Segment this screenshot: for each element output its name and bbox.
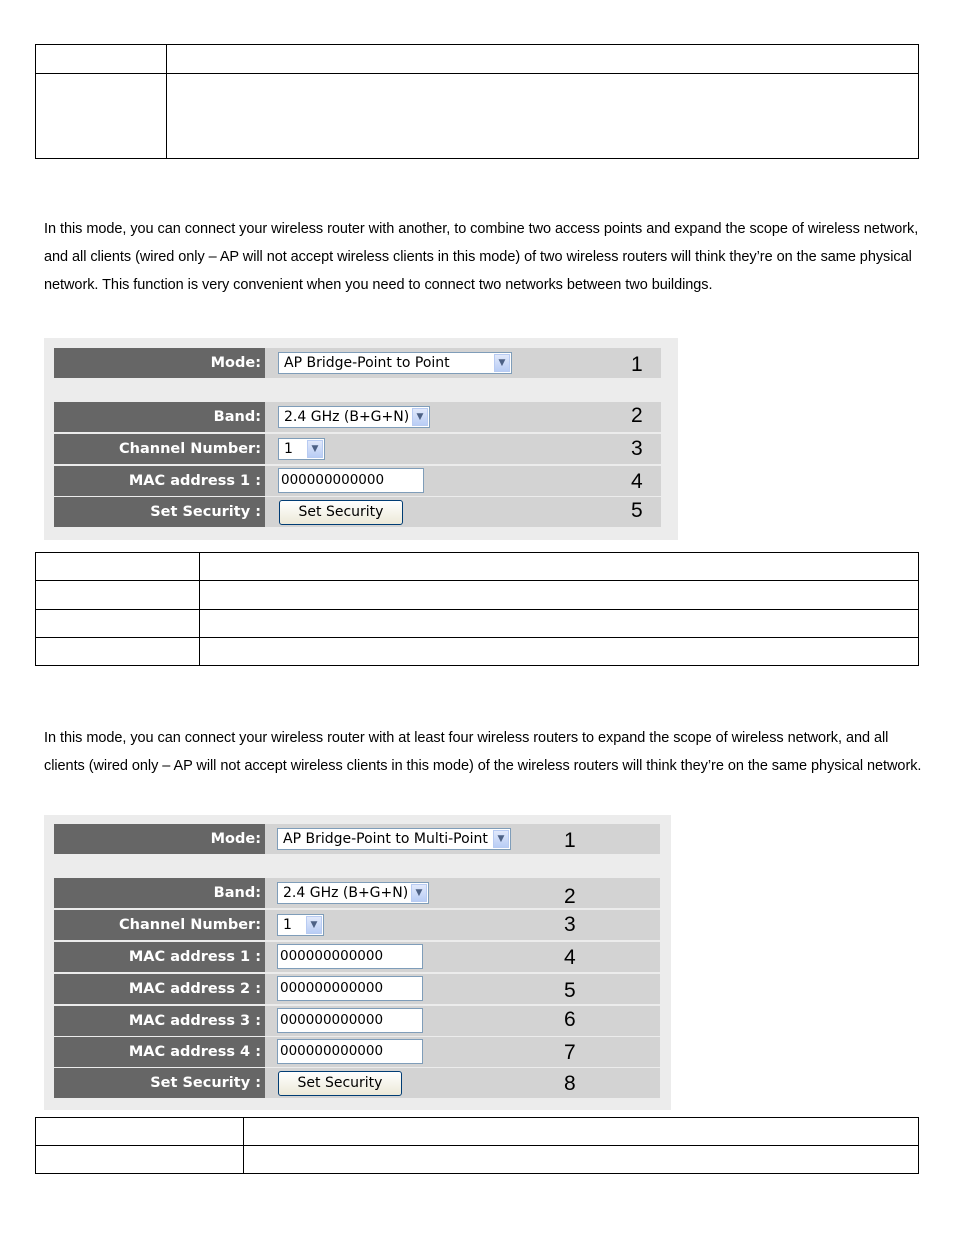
callout-number: 4 [631,470,643,493]
band-select[interactable]: 2.4 GHz (B+G+N) ▼ [278,406,430,428]
callout-number: 6 [564,1008,576,1031]
mac-address-2-input[interactable]: 000000000000 [277,976,423,1001]
section1-description: In this mode, you can connect your wireless router with another, to combine two access points and expand the scope of wireless network, and all clients (wired only – AP will not accept wireless clients in this mode) of two wireless routers will think they’re on the same physical network. This function is very convenient when you need to connect two networks between two buildings. [44,221,919,293]
mode-row [54,348,661,378]
band-row [54,878,660,908]
security-label: Set Security : [150,504,261,520]
callout-number: 3 [631,437,643,460]
chevron-down-icon[interactable]: ▼ [412,408,428,426]
band-label: Band: [213,885,261,901]
set-security-button[interactable]: Set Security [278,1071,402,1096]
security-row [54,1068,660,1098]
security-label: Set Security : [150,1075,261,1091]
chevron-down-icon[interactable]: ▼ [306,916,322,934]
mode-label: Mode: [210,831,261,847]
chevron-down-icon[interactable]: ▼ [493,830,509,848]
channel-select[interactable]: 1 ▼ [278,438,325,460]
mac1-label: MAC address 1 : [128,473,261,489]
channel-row [54,434,661,464]
mac3-row [54,1006,660,1036]
point-to-multipoint-settings-panel [44,815,671,1110]
mac2-row [54,974,660,1004]
callout-number: 2 [631,404,643,427]
mac4-row [54,1037,660,1067]
mode-select[interactable]: AP Bridge-Point to Point ▼ [278,352,512,374]
security-row [54,497,661,527]
mac-address-4-input[interactable]: 000000000000 [277,1039,423,1064]
callout-number: 1 [564,829,576,852]
callout-number: 8 [564,1072,576,1095]
band-label: Band: [213,409,261,425]
mode-row [54,824,660,854]
mac-address-1-input[interactable]: 000000000000 [278,468,424,493]
callout-number: 7 [564,1041,576,1064]
point-to-point-settings-panel [44,338,678,540]
callout-number: 1 [631,353,643,376]
channel-label: Channel Number: [119,441,261,457]
chevron-down-icon[interactable]: ▼ [494,354,510,372]
mode-label: Mode: [210,355,261,371]
channel-label: Channel Number: [119,917,261,933]
mac3-label: MAC address 3 : [128,1013,261,1029]
band-select[interactable]: 2.4 GHz (B+G+N) ▼ [277,882,429,904]
channel-row [54,910,660,940]
mode-select[interactable]: AP Bridge-Point to Multi-Point ▼ [277,828,511,850]
top-table [35,44,919,159]
band-row [54,402,661,432]
mac2-label: MAC address 2 : [128,981,261,997]
mac1-row [54,942,660,972]
callout-number: 4 [564,946,576,969]
set-security-button[interactable]: Set Security [279,500,403,525]
chevron-down-icon[interactable]: ▼ [307,440,323,458]
mac1-label: MAC address 1 : [128,949,261,965]
callout-number: 5 [564,979,576,1002]
mac4-label: MAC address 4 : [128,1044,261,1060]
mac-address-1-input[interactable]: 000000000000 [277,944,423,969]
mac1-row [54,466,661,496]
callout-number: 5 [631,499,643,522]
section1-table [35,552,919,666]
callout-number: 3 [564,913,576,936]
mac-address-3-input[interactable]: 000000000000 [277,1008,423,1033]
callout-number: 2 [564,885,576,908]
section2-table [35,1117,919,1174]
channel-select[interactable]: 1 ▼ [277,914,324,936]
chevron-down-icon[interactable]: ▼ [411,884,427,902]
section2-description: In this mode, you can connect your wireless router with at least four wireless routers to expand the scope of wireless network, and all clients (wired only – AP will not accept wireless clients in this mode) of the wireless routers will think they’re on the same physical network. [44,730,922,774]
